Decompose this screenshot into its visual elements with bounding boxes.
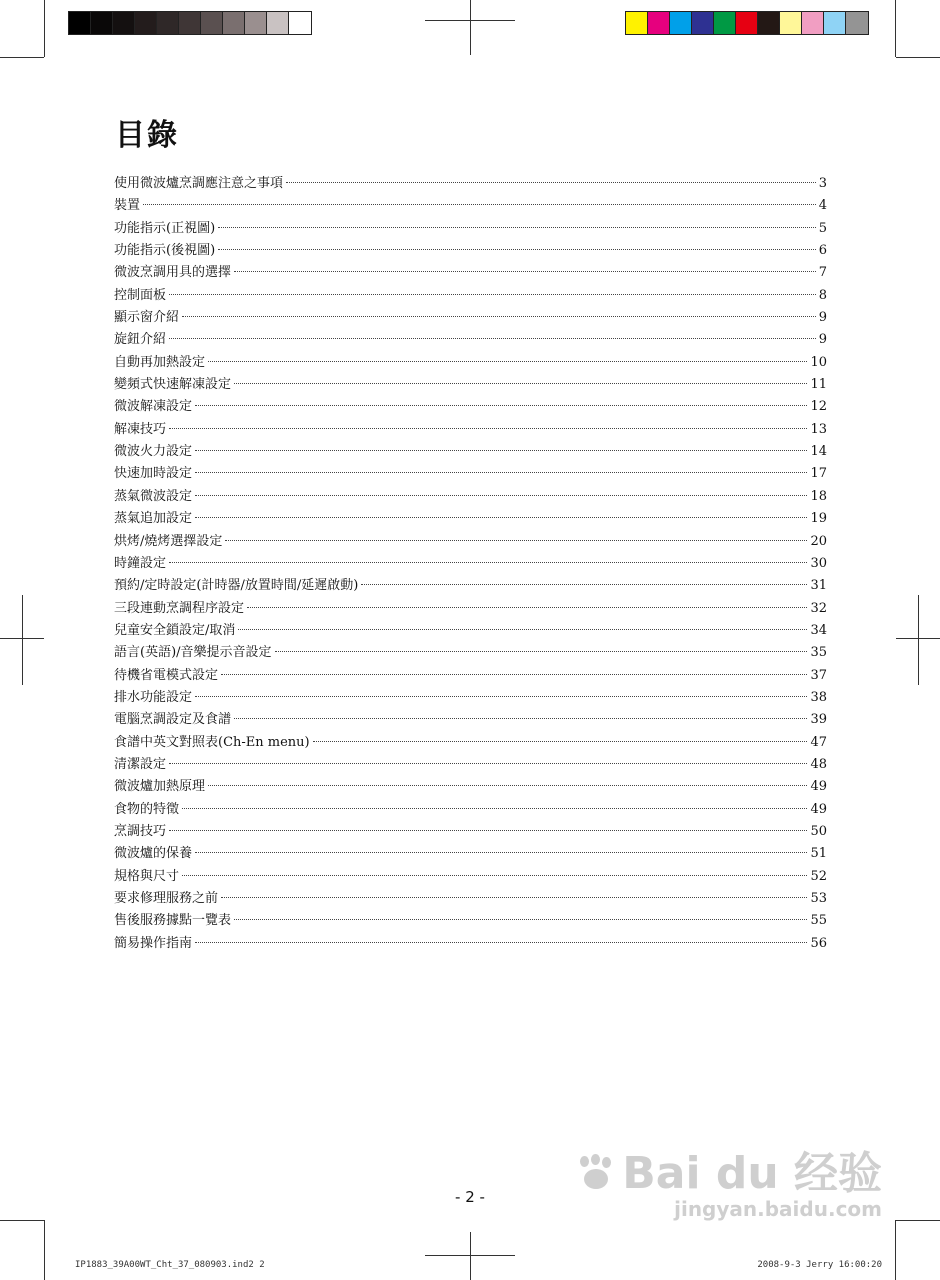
color-swatch — [201, 12, 223, 34]
toc-entry-page: 19 — [810, 511, 827, 527]
color-swatch — [714, 12, 736, 34]
toc-entry-title: 微波解凍設定 — [114, 399, 193, 415]
toc-entry — [114, 463, 827, 485]
dot-leader — [169, 562, 807, 563]
toc-entry — [114, 933, 827, 955]
toc-entry-page: 4 — [818, 198, 827, 214]
toc-entry-page: 17 — [810, 466, 827, 482]
color-swatch — [648, 12, 670, 34]
toc-entry-page: 56 — [810, 935, 827, 951]
dot-leader — [247, 607, 807, 608]
toc-entry — [114, 218, 827, 240]
toc-entry-page: 31 — [810, 578, 827, 594]
color-swatch — [223, 12, 245, 34]
dot-leader — [313, 741, 808, 742]
toc-entry-page: 49 — [810, 801, 827, 817]
toc-entry-page: 55 — [810, 913, 827, 929]
toc-entry-page: 53 — [810, 891, 827, 906]
crop-mark — [0, 57, 44, 58]
dot-leader — [208, 361, 807, 362]
toc-entry — [114, 262, 827, 284]
color-swatch — [802, 12, 824, 34]
toc-entry — [114, 709, 827, 731]
toc-entry-title: 簡易操作指南 — [114, 935, 193, 951]
toc-entry — [114, 620, 827, 642]
toc-entry-page: 37 — [810, 667, 827, 683]
dot-leader — [238, 629, 807, 630]
registration-mark — [918, 595, 919, 685]
dot-leader — [286, 182, 816, 183]
toc-entry-page: 52 — [810, 868, 827, 884]
toc-entry-title: 烹調技巧 — [114, 823, 167, 839]
baidu-watermark — [576, 1150, 882, 1220]
paw-icon — [576, 1154, 616, 1194]
toc-entry — [114, 195, 827, 217]
crop-mark — [0, 1220, 44, 1221]
toc-entry — [114, 642, 827, 664]
dot-leader — [234, 919, 807, 920]
toc-entry-title: 控制面板 — [114, 287, 167, 303]
dot-leader — [225, 540, 807, 541]
color-swatch — [267, 12, 289, 34]
watermark-brand: Bai du 经验 — [622, 1148, 882, 1199]
toc-entry-title: 微波烹調用具的選擇 — [114, 265, 232, 281]
dot-leader — [221, 897, 807, 898]
dot-leader — [182, 316, 816, 317]
toc-entry-title: 待機省電模式設定 — [114, 667, 219, 683]
toc-entry-title: 排水功能設定 — [114, 689, 193, 705]
toc-entry-title: 解凍技巧 — [114, 421, 167, 437]
toc-entry — [114, 575, 827, 597]
toc-entry-page: 49 — [810, 779, 827, 795]
dot-leader — [234, 383, 807, 384]
dot-leader — [195, 517, 807, 518]
dot-leader — [169, 428, 807, 429]
process-color-bar — [625, 11, 869, 35]
toc-entry-title: 蒸氣微波設定 — [114, 488, 193, 504]
gray-color-bar — [68, 11, 312, 35]
toc-entry-title: 售後服務據點一覽表 — [114, 913, 232, 929]
toc-entry — [114, 419, 827, 441]
registration-mark — [22, 595, 23, 685]
dot-leader — [195, 942, 807, 943]
color-swatch — [179, 12, 201, 34]
dot-leader — [195, 852, 807, 853]
toc-entry-title: 三段連動烹調程序設定 — [114, 600, 245, 616]
dot-leader — [195, 495, 807, 496]
toc-entry-page: 10 — [810, 354, 827, 370]
toc-entry-title: 功能指示(正視圖) — [114, 220, 216, 236]
footer-file-info: IP1883_39A00WT_Cht_37_080903.ind2 2 — [75, 1260, 265, 1270]
dot-leader — [195, 696, 807, 697]
toc-entry-title: 旋鈕介紹 — [114, 332, 167, 348]
toc-entry — [114, 285, 827, 307]
color-swatch — [626, 12, 648, 34]
dot-leader — [275, 651, 808, 652]
toc-entry-title: 變頻式快速解凍設定 — [114, 377, 232, 393]
toc-entry-title: 預約/定時設定(計時器/放置時間/延遲啟動) — [114, 578, 359, 594]
color-swatch — [780, 12, 802, 34]
toc-entry-page: 50 — [810, 823, 827, 839]
toc-entry — [114, 486, 827, 508]
color-swatch — [91, 12, 113, 34]
toc-entry-title: 語言(英語)/音樂提示音設定 — [114, 645, 272, 661]
toc-entry-page: 3 — [818, 176, 827, 191]
toc-entry-title: 功能指示(後視圖) — [114, 243, 216, 259]
toc-entry-title: 清潔設定 — [114, 756, 167, 772]
color-swatch — [692, 12, 714, 34]
toc-entry — [114, 843, 827, 865]
toc-entry-title: 蒸氣追加設定 — [114, 511, 193, 527]
toc-entry — [114, 754, 827, 776]
toc-entry-page: 8 — [818, 287, 827, 303]
toc-entry — [114, 732, 827, 754]
toc-entry — [114, 553, 827, 575]
crop-mark — [896, 1220, 940, 1221]
toc-entry-page: 9 — [818, 310, 827, 326]
dot-leader — [169, 338, 816, 339]
toc-entry — [114, 508, 827, 530]
color-swatch — [824, 12, 846, 34]
toc-entry-title: 規格與尺寸 — [114, 868, 180, 884]
toc-entry-page: 14 — [810, 444, 827, 460]
toc-entry-title: 要求修理服務之前 — [114, 891, 219, 906]
toc-entry — [114, 173, 827, 195]
toc-entry-page: 48 — [810, 756, 827, 772]
toc-entry-title: 微波爐的保養 — [114, 846, 193, 862]
dot-leader — [182, 808, 807, 809]
dot-leader — [169, 830, 807, 831]
toc-entry-page: 20 — [810, 533, 827, 549]
toc-entry-title: 顯示窗介紹 — [114, 310, 180, 326]
color-swatch — [736, 12, 758, 34]
toc-entry-title: 電腦烹調設定及食譜 — [114, 712, 232, 728]
toc-entry-page: 38 — [810, 689, 827, 705]
crop-mark — [896, 57, 940, 58]
toc-entry-page: 51 — [810, 846, 827, 862]
watermark-url: jingyan.baidu.com — [674, 1197, 882, 1221]
toc-entry — [114, 374, 827, 396]
toc-entry — [114, 866, 827, 888]
toc-entry — [114, 776, 827, 798]
registration-mark — [470, 0, 471, 55]
registration-mark — [470, 1232, 471, 1280]
toc-entry-page: 9 — [818, 332, 827, 348]
toc-entry-page: 11 — [810, 377, 827, 393]
toc-entry-title: 使用微波爐烹調應注意之事項 — [114, 176, 284, 191]
toc-entry-page: 32 — [810, 600, 827, 616]
toc-entry-page: 5 — [818, 220, 827, 236]
crop-mark — [895, 0, 896, 57]
dot-leader — [195, 472, 807, 473]
toc-entry-page: 13 — [810, 421, 827, 437]
color-swatch — [758, 12, 780, 34]
crop-mark — [895, 1220, 896, 1280]
toc-entry — [114, 821, 827, 843]
dot-leader — [218, 249, 816, 250]
color-swatch — [670, 12, 692, 34]
toc-entry — [114, 598, 827, 620]
toc-entry-page: 47 — [810, 734, 827, 750]
color-swatch — [113, 12, 135, 34]
dot-leader — [143, 204, 816, 205]
toc-entry-page: 18 — [810, 488, 827, 504]
color-swatch — [846, 12, 868, 34]
dot-leader — [195, 405, 807, 406]
toc-entry-page: 39 — [810, 712, 827, 728]
crop-mark — [44, 0, 45, 57]
toc-entry-title: 食物的特徵 — [114, 801, 180, 817]
toc-entry-title: 時鐘設定 — [114, 555, 167, 571]
toc-entry-page: 12 — [810, 399, 827, 415]
toc-entry — [114, 307, 827, 329]
toc-entry — [114, 888, 827, 910]
toc-entry-page: 35 — [810, 645, 827, 661]
toc-entry — [114, 329, 827, 351]
color-swatch — [135, 12, 157, 34]
dot-leader — [361, 584, 807, 585]
toc-entry-title: 食譜中英文對照表(Ch-En menu) — [114, 734, 310, 750]
dot-leader — [234, 271, 816, 272]
toc-entry-title: 微波火力設定 — [114, 444, 193, 460]
toc-entry-page: 34 — [810, 622, 827, 638]
dot-leader — [169, 763, 807, 764]
table-of-contents — [114, 173, 827, 955]
toc-entry-title: 微波爐加熱原理 — [114, 779, 206, 795]
toc-entry-title: 兒童安全鎖設定/取消 — [114, 622, 236, 638]
toc-entry-title: 裝置 — [114, 198, 141, 214]
dot-leader — [218, 227, 816, 228]
page-title: 目錄 — [115, 118, 179, 153]
toc-entry-title: 烘烤/燒烤選擇設定 — [114, 533, 223, 549]
dot-leader — [208, 785, 807, 786]
toc-entry — [114, 910, 827, 932]
color-swatch — [157, 12, 179, 34]
toc-entry-page: 7 — [818, 265, 827, 281]
toc-entry — [114, 799, 827, 821]
color-swatch — [69, 12, 91, 34]
toc-entry — [114, 531, 827, 553]
toc-entry — [114, 396, 827, 418]
toc-entry — [114, 240, 827, 262]
footer-timestamp: 2008-9-3 Jerry 16:00:20 — [757, 1260, 882, 1270]
color-swatch — [289, 12, 311, 34]
dot-leader — [182, 875, 807, 876]
toc-entry — [114, 441, 827, 463]
dot-leader — [234, 718, 807, 719]
page-number: - 2 - — [455, 1188, 485, 1206]
toc-entry-page: 30 — [810, 555, 827, 571]
toc-entry — [114, 352, 827, 374]
crop-mark — [44, 1220, 45, 1280]
toc-entry-title: 自動再加熱設定 — [114, 354, 206, 370]
dot-leader — [221, 674, 807, 675]
dot-leader — [169, 294, 816, 295]
toc-entry — [114, 687, 827, 709]
dot-leader — [195, 450, 807, 451]
toc-entry — [114, 665, 827, 687]
color-swatch — [245, 12, 267, 34]
toc-entry-page: 6 — [818, 243, 827, 259]
toc-entry-title: 快速加時設定 — [114, 466, 193, 482]
